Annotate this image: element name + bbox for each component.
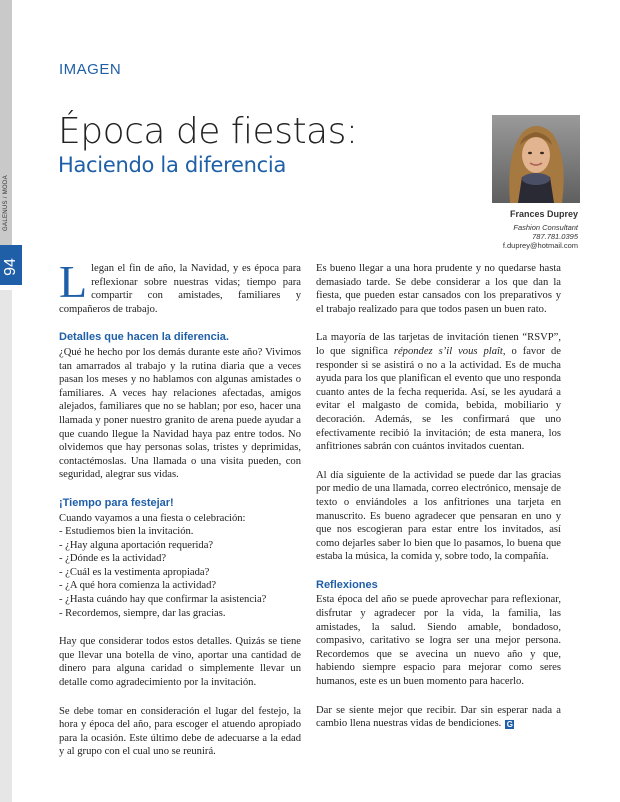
sidebar-lower: [0, 290, 12, 802]
list-item: - ¿Dónde es la actividad?: [59, 553, 167, 565]
paragraph-lugar: Se debe tomar en consideración el lugar del festejo, la hora y época del año, para escoger el atuendo apropiado para la ocasión. Este último debe de adecuarse a la edad y al grupo con el cual uno se reunirá.: [59, 705, 301, 758]
author-credit: [503, 209, 578, 250]
paragraph-rsvp: [316, 331, 561, 453]
paragraph-llegar: Es bueno llegar a una hora prudente y no quedarse hasta demasiado tarde. Se debe considerar a los que dan la fiesta, que pueden estar cansados con los preparativos y el trabajo realizado para que todos pasen un buen rato.: [316, 263, 561, 315]
paragraph-detalles-considerar: Hay que considerar todos estos detalles. Quizás se tiene que llevar una botella de vino, aportar una cantidad de dinero para alguna caridad o simplemente llevar un detalle como agradecimiento por la invitación.: [59, 636, 301, 689]
author-portrait-image: [492, 115, 580, 203]
author-email: f.duprey@hotmail.com: [502, 241, 578, 250]
section-side-label: GALENUS / MODA: [3, 175, 9, 231]
list-item: - ¿Hay alguna aportación requerida?: [59, 539, 214, 551]
intro-text: legan el fin de año, la Navidad, y es época para reflexionar sobre nuestras vidas; tiempo para compartir con amistades, familiares y compañeros de trabajo.: [59, 263, 301, 315]
article-column-left: [59, 256, 301, 774]
checklist: [59, 512, 301, 621]
list-item: - ¿Cuál es la vestimenta apropiada?: [59, 566, 210, 578]
drop-cap: L: [59, 256, 88, 307]
heading-festejar: ¡Tiempo para festejar!: [59, 496, 174, 509]
article-title: Época de fiestas:: [58, 111, 358, 152]
closing-text: Dar se siente mejor que recibir. Dar sin esperar nada a cambio llena nuestras vidas de bendiciones.: [316, 704, 561, 730]
end-mark-icon: G: [506, 720, 513, 730]
author-role: Fashion Consultant: [513, 223, 578, 232]
section-label: IMAGEN: [59, 61, 122, 78]
rsvp-italic: répondez s’il vous plaît: [393, 345, 503, 357]
page-sidebar: [0, 0, 12, 802]
rsvp-text-a: La mayoría de las tarjetas de invitación tienen “RSVP”, lo que significa: [316, 332, 561, 357]
page-number-box: [0, 245, 22, 285]
heading-reflexiones: Reflexiones: [316, 578, 378, 591]
paragraph-detalles: ¿Qué he hecho por los demás durante este año? Vivimos tan amarrados al trabajo y la rutina diaria que a veces pasan los meses y no hablamos con algunas amistades o familiares. A veces hay relaciones afectadas, amigos alejados, familiares que no se hablan; por eso, hacer una llamada y poner nuestro granito de arena puede ayudar a que cuando llegue la Navidad haya paz entre todos. No olvidemos que hay personas solas, tristes y deprimidas, contactémoslas. Una llamada o una visita pueden, con seguridad, alegrar sus vidas.: [59, 346, 301, 481]
heading-detalles: Detalles que hacen la diferencia.: [59, 331, 229, 344]
author-photo: [492, 115, 580, 203]
list-item: - ¿A qué hora comienza la actividad?: [59, 580, 217, 592]
intro-paragraph: [59, 256, 301, 316]
rsvp-text-b: , o favor de responder si se asistirá o no a la actividad. Es de mucha ayuda para los que planifican el evento que uno responda cuanto antes de la fecha requerida. Así, se les ayudará a evitar el malgasto de comida, bebida, mobiliario y decoración. Además, se les confirmará que uno efectivamente recibió la invitación; de esta manera, los anfitriones sabrán con cuántos invitados cuentan.: [316, 345, 561, 453]
author-phone: 787.781.0395: [532, 232, 578, 241]
article-column-right: [316, 262, 561, 746]
list-item: - Recordemos, siempre, dar las gracias.: [59, 607, 226, 619]
list-item: - Estudiemos bien la invitación.: [59, 526, 194, 538]
list-item: - ¿Hasta cuándo hay que confirmar la asistencia?: [59, 594, 267, 606]
author-name: Frances Duprey: [509, 209, 578, 219]
paragraph-dar: [316, 704, 561, 731]
checklist-intro: Cuando vayamos a una fiesta o celebración:: [59, 512, 246, 524]
paragraph-reflexiones: Esta época del año se puede aprovechar para reflexionar, disfrutar y agradecer por la vida, la familia, las amistades, la salud. Siendo amable, bondadoso, compasivo, caritativo se logra ser una mejor persona. Recordemos que se avecina un nuevo año y que, habiendo siempre espacio para mejorar como seres humanos, este es un buen momento para hacerlo.: [316, 594, 561, 688]
page-number: 94: [2, 258, 19, 276]
article-subtitle: Haciendo la diferencia: [58, 153, 287, 177]
paragraph-gracias: Al día siguiente de la actividad se puede dar las gracias por medio de una llamada, correo electrónico, mensaje de texto o enviándoles a los anfitriones una tarjeta en manuscrito. Es bueno agradecer que pensaran en uno y que nos escogieran para estar entre los invitados, así como dejarles saber lo bien que lo pasamos, lo buena que estaba la música, la comida y, sobre todo, la compañía.: [316, 469, 561, 563]
